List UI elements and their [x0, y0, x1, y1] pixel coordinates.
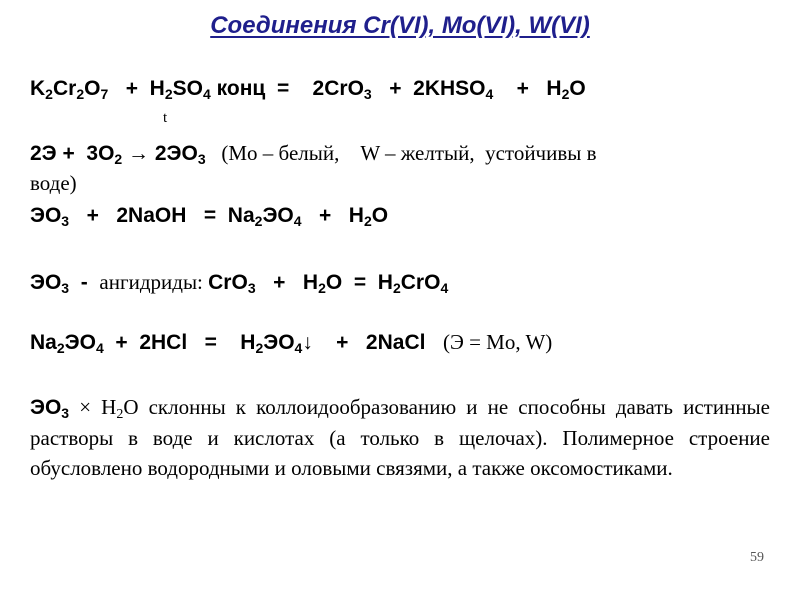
equation-2: $2Э + 3O_2 \to 2ЭO_3$ (Mo – белый, W – желтый, устойчивы в [30, 141, 597, 167]
page-number: 59 [750, 550, 764, 565]
equation-5: $Na_2ЭO_4 + 2HCl$ = $H_2ЭO_4↓$ + 2NaCl (Э = Mo, W) [30, 330, 553, 356]
equation-2-continuation: воде) [30, 171, 77, 195]
equation-4: $ЭO_3$ - ангидриды: $CrO_3 + H_2O = H_2CrO_4$ [30, 270, 449, 296]
equation-3: $ЭO_3$ + 2NaOH = $Na_2ЭO_4 + H_2O$ [30, 204, 389, 229]
equation-1: $K_2Cr_2O_7 + H_2SO_4$ конц = $2CrO_3 + 2KHSO_4$ + $H_2O$ [30, 77, 586, 102]
temperature-mark: t [163, 110, 168, 126]
slide-title: Соединения Cr(VI), Mo(VI), W(VI) [210, 12, 590, 39]
description-paragraph: $ЭO_3 \times H_2O$ склонны к коллоидообразованию и не способны давать истинные растворы в воде и кислотах (а только в щелочах). Полимерное строение обусловлено водородными и оловыми связями, а также оксомостиками. [30, 395, 770, 480]
